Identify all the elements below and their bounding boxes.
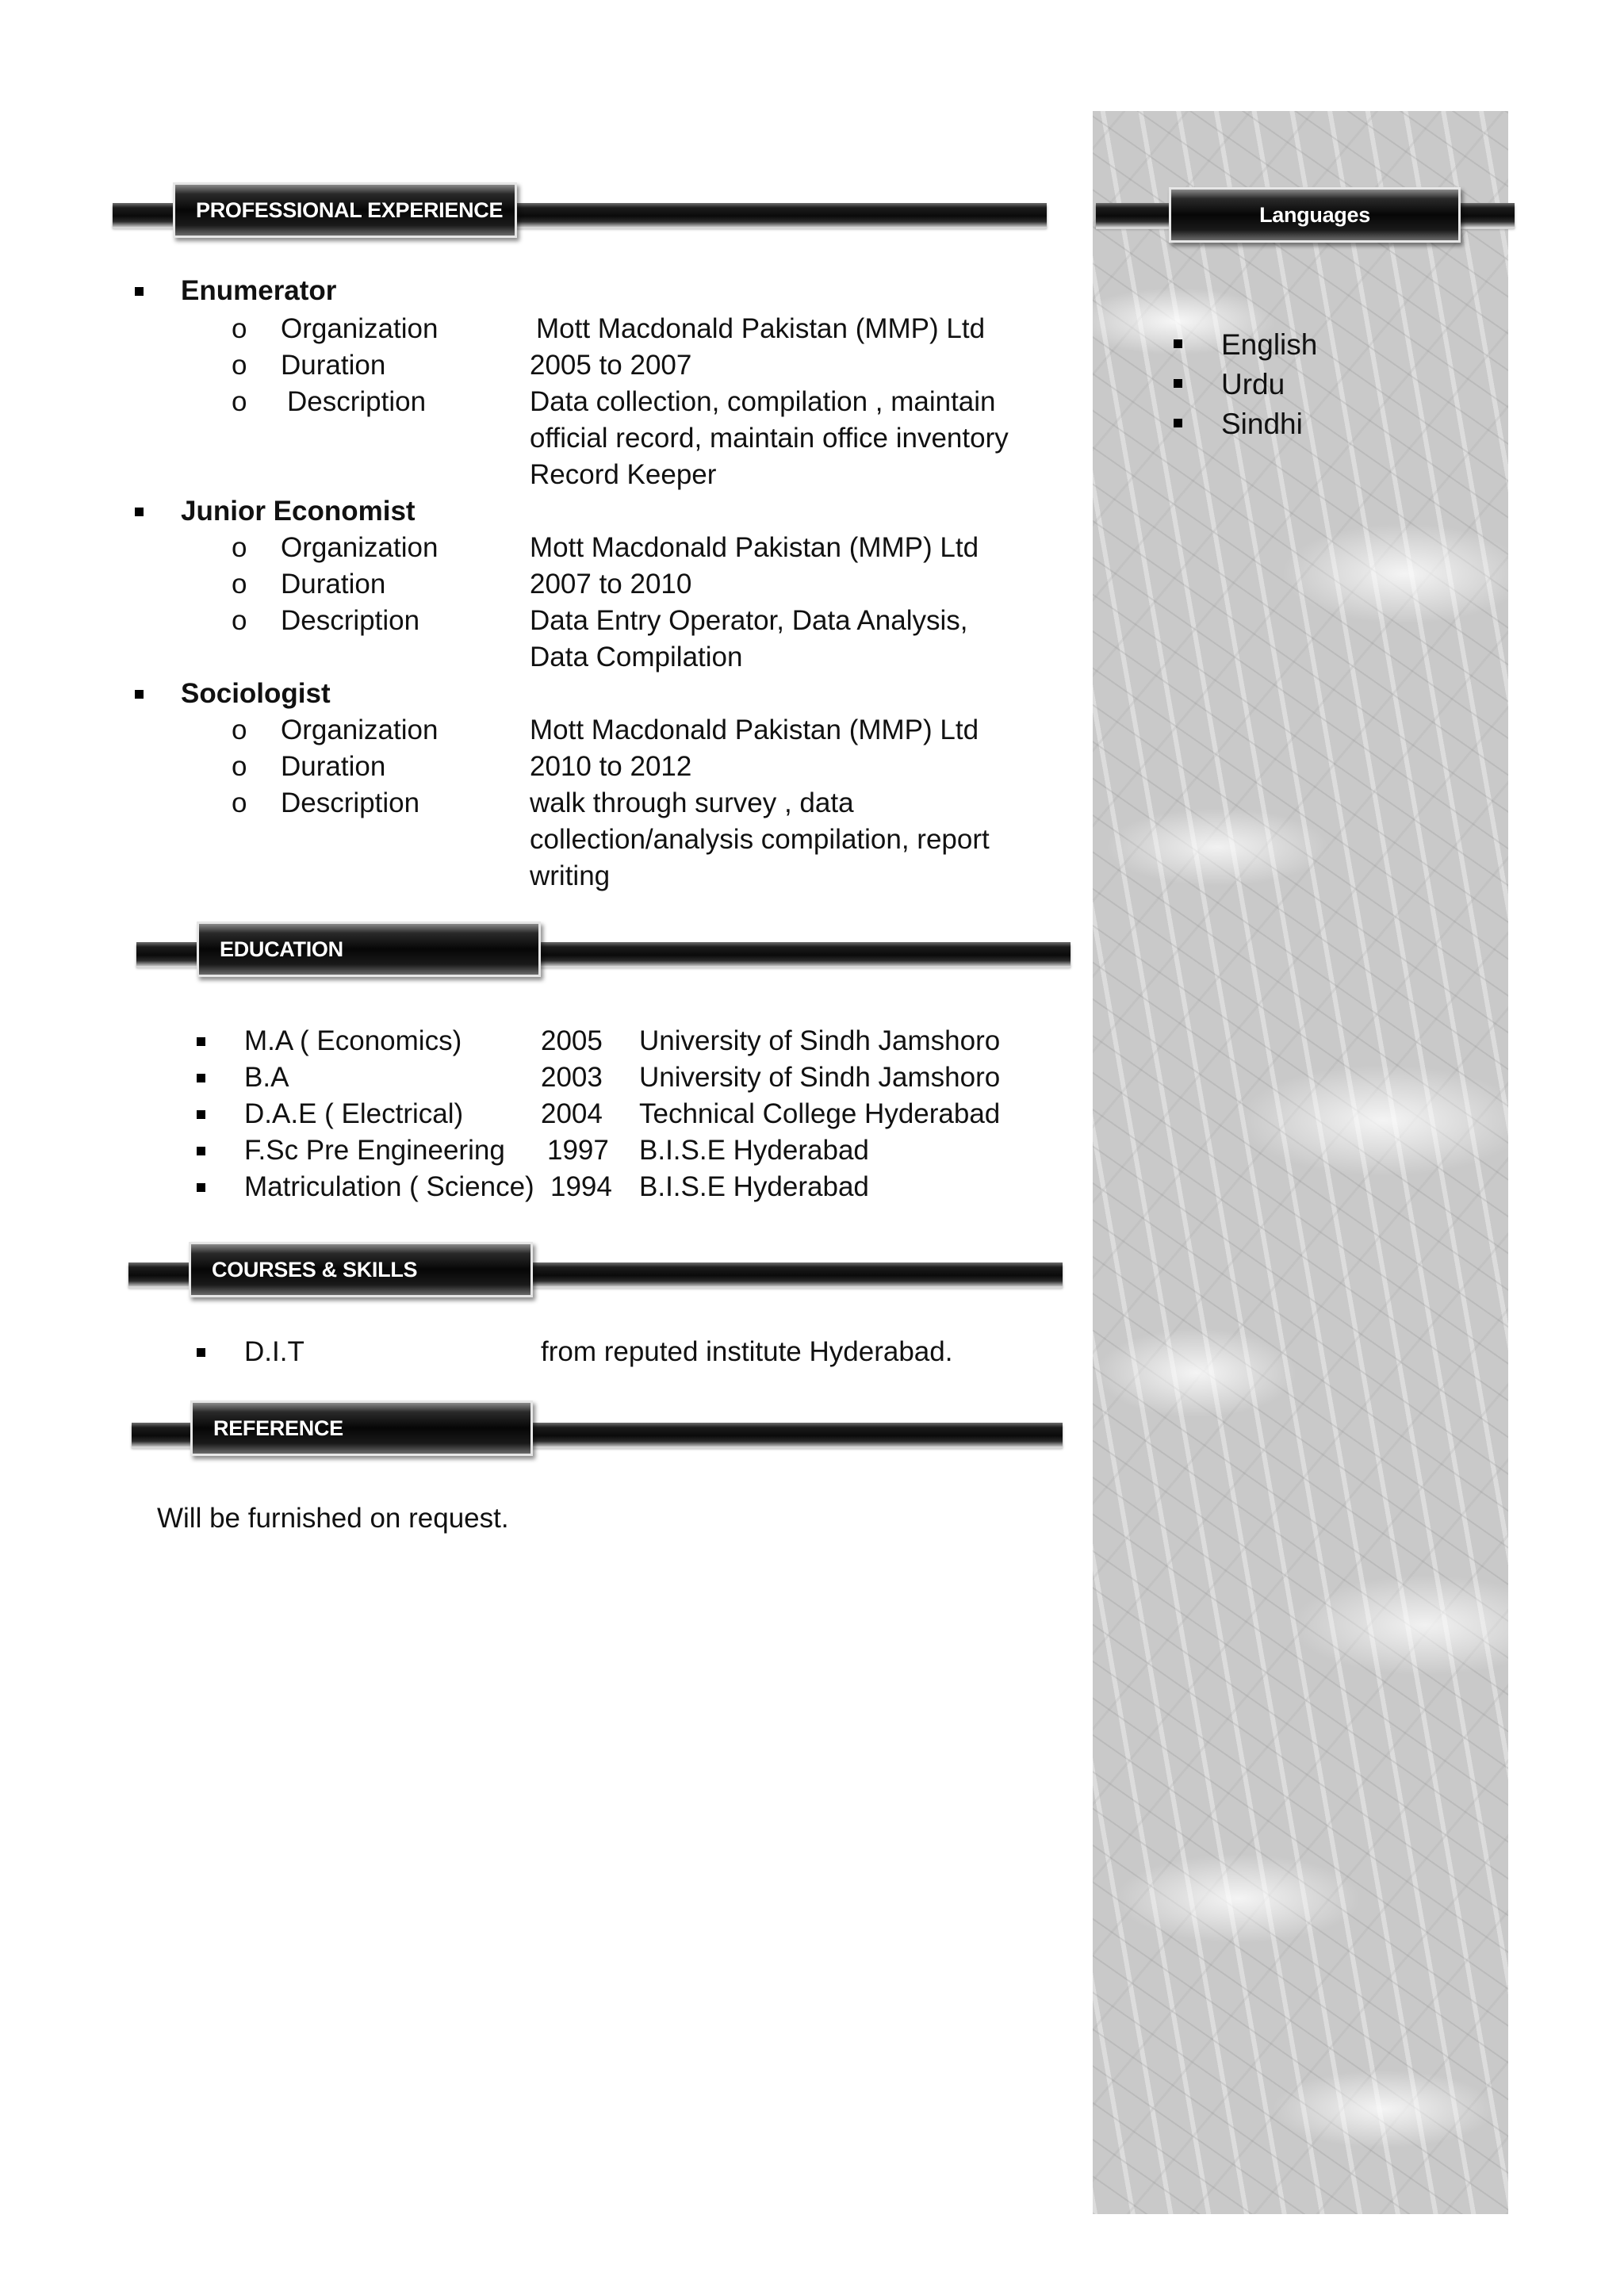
bullet-circle-icon: o xyxy=(232,605,247,636)
language-item: Sindhi xyxy=(1221,408,1303,440)
bullet-circle-icon: o xyxy=(232,715,247,745)
bullet-circle-icon: o xyxy=(232,787,247,818)
course-detail: from reputed institute Hyderabad. xyxy=(541,1336,953,1367)
bullet-square-icon xyxy=(1174,419,1182,427)
language-item: English xyxy=(1221,328,1318,361)
row-label: Description xyxy=(287,386,427,417)
bullet-square-icon xyxy=(1174,379,1182,388)
row-label: Organization xyxy=(281,715,439,745)
row-value-line: Record Keeper xyxy=(530,459,717,490)
job-title: Sociologist xyxy=(181,678,331,709)
row-value: Mott Macdonald Pakistan (MMP) Ltd xyxy=(530,715,979,745)
education-institute: B.I.S.E Hyderabad xyxy=(639,1135,869,1166)
row-label: Description xyxy=(281,605,420,636)
row-label: Duration xyxy=(281,569,386,600)
bullet-circle-icon: o xyxy=(232,751,247,782)
bullet-square-icon xyxy=(135,508,144,516)
row-value-line: collection/analysis compilation, report xyxy=(530,824,990,855)
reference-text: Will be furnished on request. xyxy=(157,1503,509,1534)
languages-header: Languages xyxy=(1169,187,1461,243)
reference-header: REFERENCE xyxy=(190,1400,533,1456)
row-label: Duration xyxy=(281,350,386,381)
bullet-square-icon xyxy=(135,690,144,699)
courses-header: COURSES & SKILLS xyxy=(189,1242,533,1297)
education-degree: D.A.E ( Electrical) xyxy=(244,1098,464,1129)
bullet-circle-icon: o xyxy=(232,386,247,417)
education-institute: B.I.S.E Hyderabad xyxy=(639,1171,869,1202)
row-value-line: official record, maintain office inventory xyxy=(530,423,1009,454)
language-item: Urdu xyxy=(1221,368,1285,400)
education-institute: University of Sindh Jamshoro xyxy=(639,1062,1001,1093)
education-year: 2003 xyxy=(541,1062,603,1093)
education-institute: Technical College Hyderabad xyxy=(639,1098,1001,1129)
row-label: Description xyxy=(281,787,420,818)
bullet-square-icon xyxy=(197,1074,205,1082)
row-value: 2005 to 2007 xyxy=(530,350,692,381)
row-value: Mott Macdonald Pakistan (MMP) Ltd xyxy=(536,313,986,344)
education-header: EDUCATION xyxy=(197,921,541,977)
job-title: Enumerator xyxy=(181,275,337,306)
row-value-line: Data Entry Operator, Data Analysis, xyxy=(530,605,968,636)
row-value: 2010 to 2012 xyxy=(530,751,692,782)
education-year: 2005 xyxy=(541,1025,603,1056)
bullet-circle-icon: o xyxy=(232,532,247,563)
education-degree: M.A ( Economics) xyxy=(244,1025,462,1056)
row-value: Mott Macdonald Pakistan (MMP) Ltd xyxy=(530,532,979,563)
bullet-square-icon xyxy=(1174,339,1182,348)
education-degree: Matriculation ( Science) xyxy=(244,1171,534,1202)
bullet-square-icon xyxy=(135,287,144,296)
education-degree: F.Sc Pre Engineering xyxy=(244,1135,505,1166)
bullet-square-icon xyxy=(197,1348,205,1357)
row-label: Organization xyxy=(281,532,439,563)
experience-header: PROFESSIONAL EXPERIENCE xyxy=(173,182,517,238)
bullet-circle-icon: o xyxy=(232,313,247,344)
bullet-square-icon xyxy=(197,1183,205,1192)
row-label: Organization xyxy=(281,313,439,344)
bullet-square-icon xyxy=(197,1147,205,1155)
bullet-circle-icon: o xyxy=(232,569,247,600)
row-value-line: walk through survey , data xyxy=(530,787,854,818)
education-institute: University of Sindh Jamshoro xyxy=(639,1025,1001,1056)
education-year: 1997 xyxy=(547,1135,609,1166)
row-value-line: Data collection, compilation , maintain xyxy=(530,386,996,417)
course-name: D.I.T xyxy=(244,1336,304,1367)
job-title: Junior Economist xyxy=(181,496,416,527)
bullet-circle-icon: o xyxy=(232,350,247,381)
bullet-square-icon xyxy=(197,1110,205,1119)
row-value-line: writing xyxy=(530,860,611,891)
row-value: 2007 to 2010 xyxy=(530,569,692,600)
education-year: 1994 xyxy=(550,1171,612,1202)
row-label: Duration xyxy=(281,751,386,782)
education-degree: B.A xyxy=(244,1062,289,1093)
bullet-square-icon xyxy=(197,1037,205,1046)
education-year: 2004 xyxy=(541,1098,603,1129)
row-value-line: Data Compilation xyxy=(530,642,743,672)
